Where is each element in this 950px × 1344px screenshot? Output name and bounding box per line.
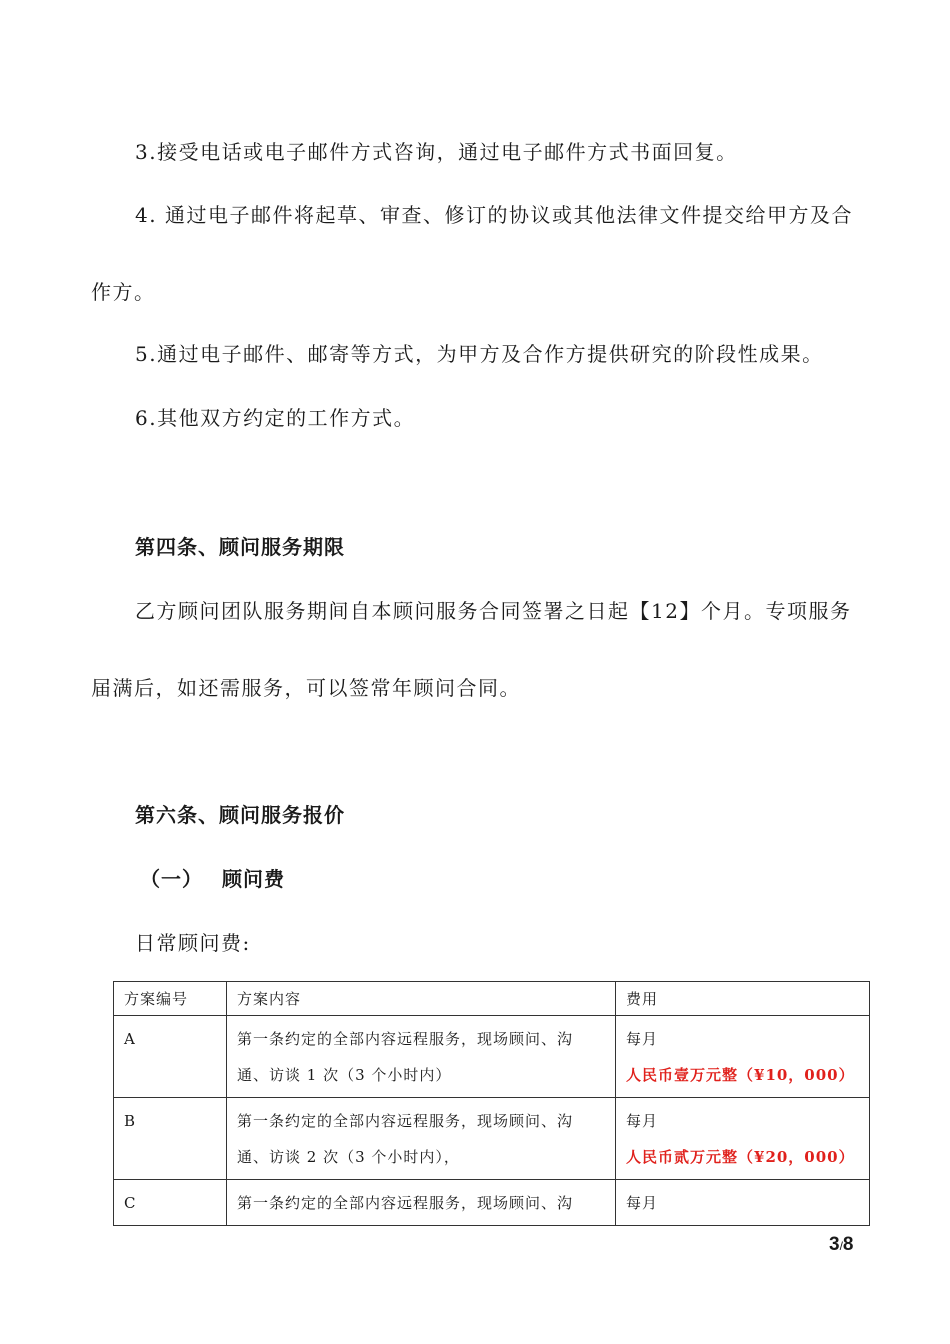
- page-separator: /: [839, 1239, 843, 1253]
- method-item-3: 3.接受电话或电子邮件方式咨询，通过电子邮件方式书面回复。: [135, 140, 738, 164]
- page-current: 3: [829, 1234, 840, 1255]
- method-item-4-line1: 4. 通过电子邮件将起草、审查、修订的协议或其他法律文件提交给甲方及合: [135, 203, 853, 227]
- plan-content-line: 通、访谈 1 次（3 个小时内）: [237, 1066, 452, 1084]
- plan-content-line: 通、访谈 2 次（3 个小时内），: [237, 1148, 460, 1166]
- plan-fee: [616, 1016, 870, 1098]
- fee-amount: 人民币壹万元整（¥10，000）: [626, 1066, 855, 1084]
- method-item-6: 6.其他双方约定的工作方式。: [135, 406, 416, 430]
- fee-amount: 人民币贰万元整（¥20，000）: [626, 1148, 855, 1166]
- plan-id: C: [114, 1180, 227, 1226]
- fee-period: 每月: [626, 1112, 659, 1130]
- fee-period: 每月: [626, 1194, 659, 1212]
- subsection-title: 顾问费: [222, 867, 285, 891]
- plan-fee: [616, 1180, 870, 1226]
- table-row: [114, 1180, 870, 1226]
- table-row: [114, 1016, 870, 1098]
- method-item-4-line2: 作方。: [91, 280, 156, 304]
- table-row: [114, 1098, 870, 1180]
- page-total: 8: [842, 1234, 854, 1255]
- article-4-body-line1: 乙方顾问团队服务期间自本顾问服务合同签署之日起【12】个月。专项服务: [135, 599, 852, 623]
- article-6-heading: 第六条、顾问服务报价: [135, 803, 345, 827]
- fee-intro: 日常顾问费:: [135, 931, 251, 955]
- plan-fee: [616, 1098, 870, 1180]
- subsection-number: （一）: [140, 867, 203, 891]
- fee-table: [113, 981, 870, 1226]
- header-fee: 费用: [616, 982, 870, 1016]
- header-plan-content: 方案内容: [227, 982, 616, 1016]
- article-4-body-line2: 届满后，如还需服务，可以签常年顾问合同。: [91, 676, 521, 700]
- plan-content: [227, 1180, 616, 1226]
- plan-content: [227, 1016, 616, 1098]
- plan-content: [227, 1098, 616, 1180]
- plan-content-line: 第一条约定的全部内容远程服务，现场顾问、沟: [237, 1194, 574, 1212]
- plan-id: B: [114, 1098, 227, 1180]
- page-number: [829, 1234, 854, 1257]
- plan-id: A: [114, 1016, 227, 1098]
- method-item-5: 5.通过电子邮件、邮寄等方式，为甲方及合作方提供研究的阶段性成果。: [135, 342, 824, 366]
- plan-content-line: 第一条约定的全部内容远程服务，现场顾问、沟: [237, 1112, 574, 1130]
- plan-content-line: 第一条约定的全部内容远程服务，现场顾问、沟: [237, 1030, 574, 1048]
- table-header-row: [114, 982, 870, 1016]
- fee-period: 每月: [626, 1030, 659, 1048]
- article-4-heading: 第四条、顾问服务期限: [135, 535, 345, 559]
- header-plan-id: 方案编号: [114, 982, 227, 1016]
